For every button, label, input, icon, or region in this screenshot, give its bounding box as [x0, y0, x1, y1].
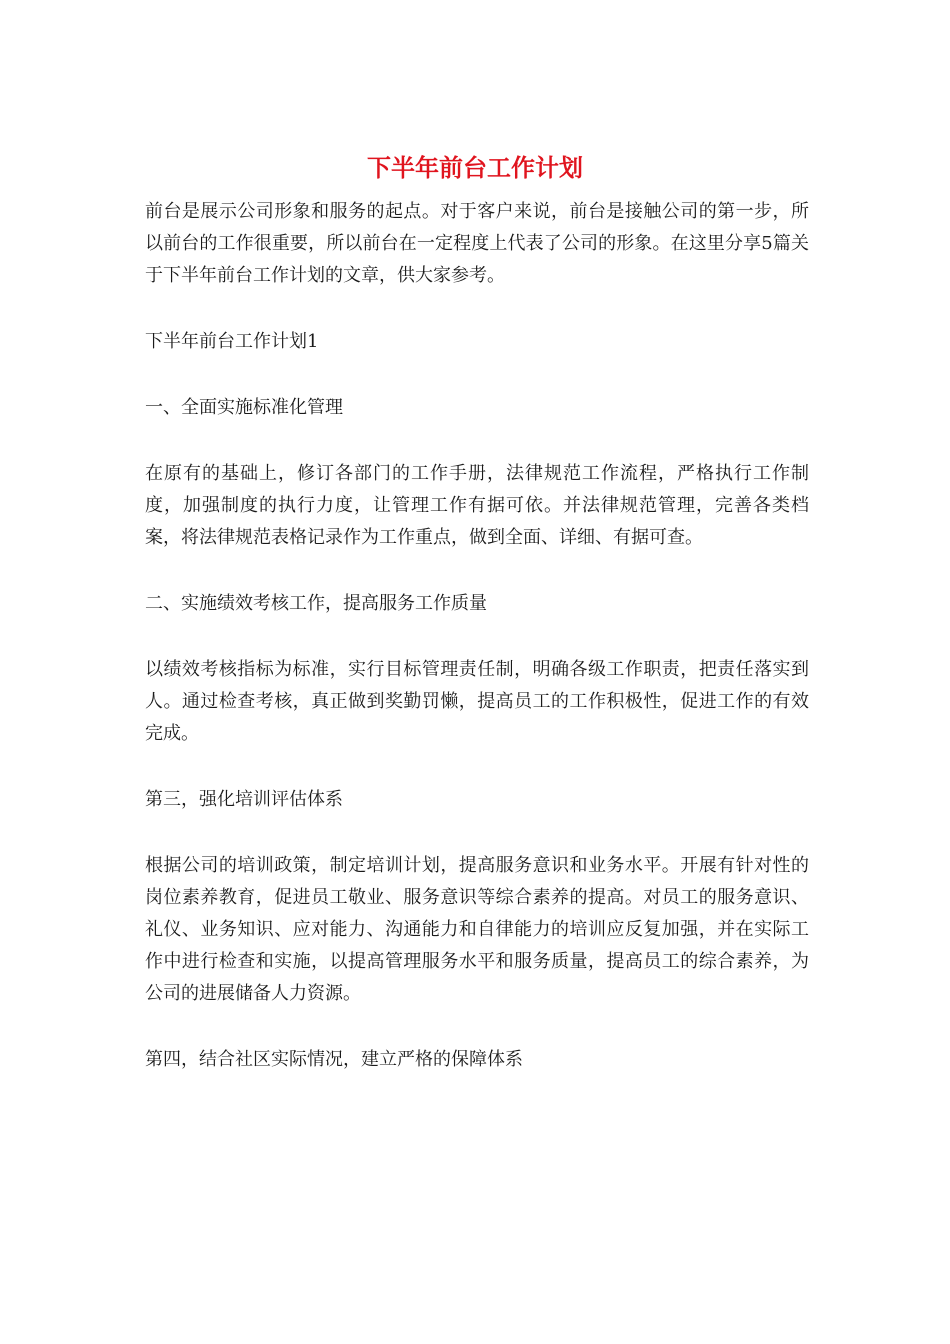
- document-title: 下半年前台工作计划: [367, 154, 583, 182]
- section-heading-4: 第四，结合社区实际情况，建立严格的保障体系: [145, 1049, 523, 1070]
- section-heading-plan-1: 下半年前台工作计划1: [145, 331, 319, 352]
- body-paragraph: 以绩效考核指标为标准，实行目标管理责任制，明确各级工作职责，把责任落实到人。通过检查考核，真正做到奖勤罚懒，提高员工的工作积极性，促进工作的有效完成。: [145, 659, 809, 744]
- body-paragraph: 在原有的基础上，修订各部门的工作手册，法律规范工作流程，严格执行工作制度，加强制度的执行力度，让管理工作有据可依。并法律规范管理，完善各类档案，将法律规范表格记录作为工作重点，做到全面、详细、有据可查。: [145, 463, 809, 548]
- section-heading-2: 二、实施绩效考核工作，提高服务工作质量: [145, 593, 487, 614]
- section-heading-3: 第三，强化培训评估体系: [145, 789, 343, 810]
- section-heading-1: 一、全面实施标准化管理: [145, 397, 343, 418]
- document-body: [145, 196, 809, 1110]
- intro-paragraph: 前台是展示公司形象和服务的起点。对于客户来说，前台是接触公司的第一步，所以前台的工作很重要，所以前台在一定程度上代表了公司的形象。在这里分享5篇关于下半年前台工作计划的文章，供大家参考。: [145, 201, 809, 286]
- body-paragraph: 根据公司的培训政策，制定培训计划，提高服务意识和业务水平。开展有针对性的岗位素养教育，促进员工敬业、服务意识等综合素养的提高。对员工的服务意识、礼仪、业务知识、应对能力、沟通能力和自律能力的培训应反复加强，并在实际工作中进行检查和实施，以提高管理服务水平和服务质量，提高员工的综合素养，为公司的进展储备人力资源。: [145, 855, 809, 1004]
